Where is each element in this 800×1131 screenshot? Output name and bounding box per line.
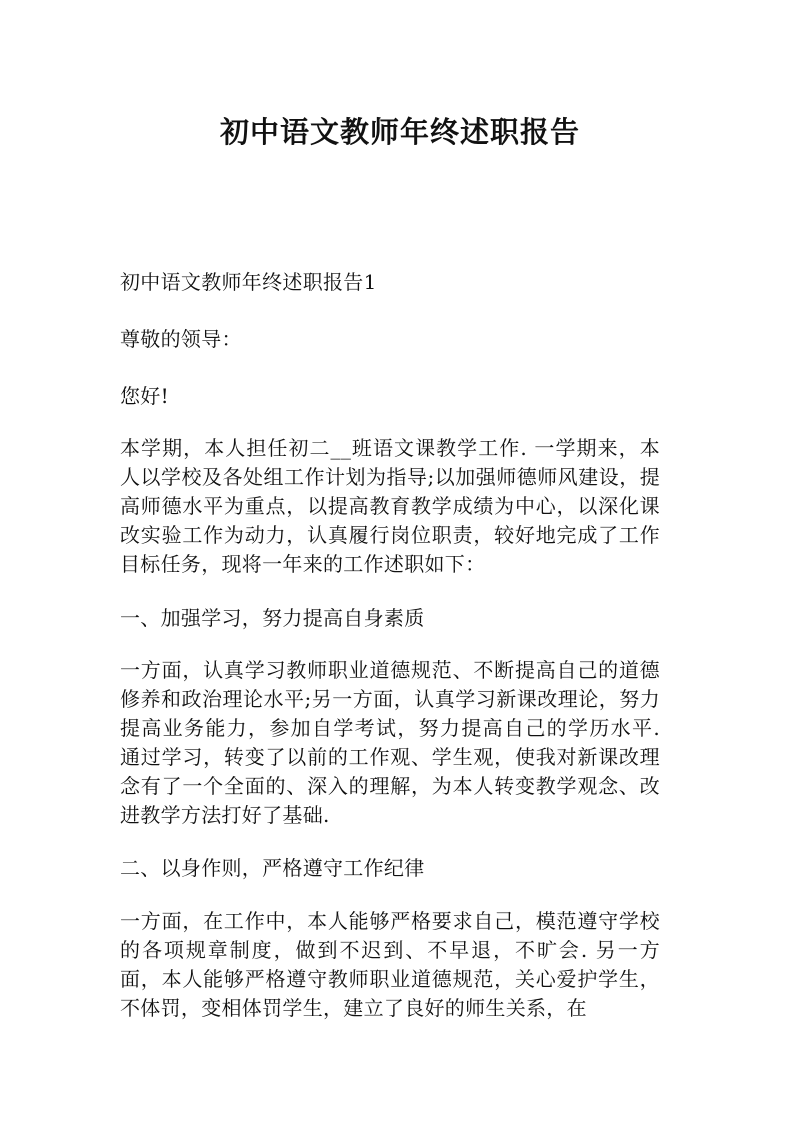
intro-paragraph: 本学期，本人担任初二__班语文课教学工作. 一学期来，本人以学校及各处组工作计划为指导;以加强师德师风建设，提高师德水平为重点，以提高教育教学成绩为中心，以深化课改实验工作为动力，认真履行岗位职责，较好地完成了工作目标任务，现将一年来的工作述职如下： <box>120 436 660 576</box>
section-2-paragraph: 一方面，在工作中，本人能够严格要求自己，模范遵守学校的各项规章制度，做到不迟到、不早退，不旷会. 另一方面，本人能够严格遵守教师职业道德规范，关心爱护学生，不体罚，变相体罚学生，建立了良好的师生关系，在 <box>120 909 660 1020</box>
report-subtitle: 初中语文教师年终述职报告1 <box>120 270 377 294</box>
document-title: 初中语文教师年终述职报告 <box>219 115 580 149</box>
greeting: 您好! <box>120 384 169 408</box>
section-heading-2: 二、以身作则，严格遵守工作纪律 <box>120 856 425 880</box>
section-heading-1: 一、加强学习，努力提高自身素质 <box>120 606 425 630</box>
section-1-paragraph: 一方面，认真学习教师职业道德规范、不断提高自己的道德修养和政治理论水平;另一方面，认真学习新课改理论，努力提高业务能力，参加自学考试，努力提高自己的学历水平. 通过学习，转变了以前的工作观、学生观，使我对新课改理念有了一个全面的、深入的理解，为本人转变教学观念、改进教学方法打好了基础. <box>120 658 660 827</box>
salutation: 尊敬的领导： <box>120 327 242 351</box>
